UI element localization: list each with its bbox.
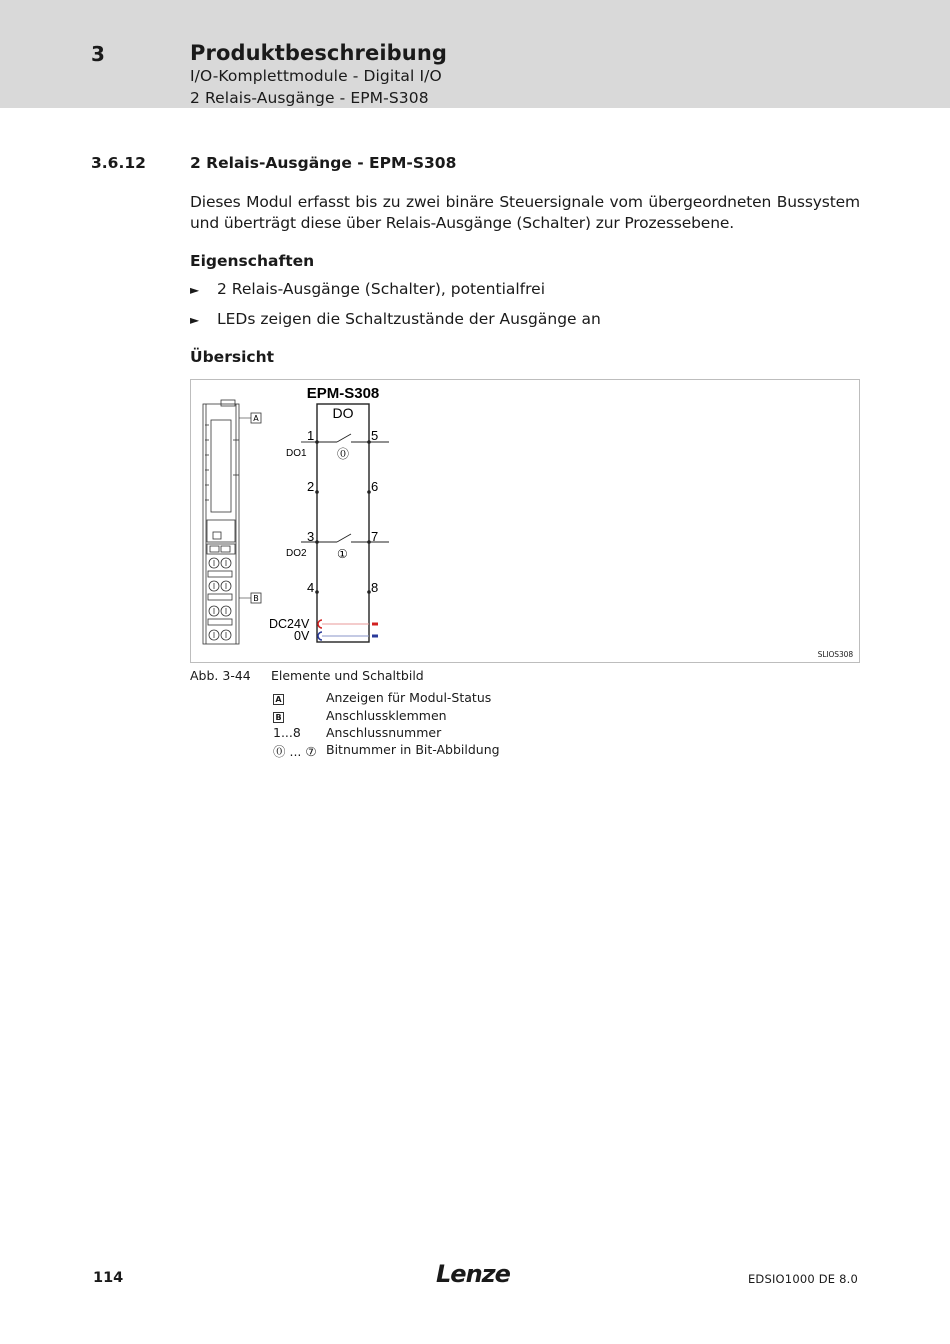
section-number: 3.6.12 (91, 154, 146, 172)
pin-label: 4 (307, 580, 315, 595)
do-block-label: DO (332, 405, 354, 421)
legend-key (273, 690, 284, 705)
bullet-arrow-icon: ► (190, 313, 200, 327)
legend-key (273, 708, 284, 723)
lenze-logo: Lenze (436, 1260, 510, 1288)
figure-overview (190, 379, 860, 663)
chapter-number: 3 (91, 42, 106, 66)
supply-label-0v: 0V (294, 629, 310, 643)
module-name-label: EPM-S308 (306, 385, 380, 402)
legend-boxed-key: A (273, 694, 284, 705)
supply-positive-terminal (318, 620, 322, 628)
pin-label: 1 (307, 428, 315, 443)
legend-key: ⓪ ... ⑦ (273, 744, 317, 759)
caption-text: Elemente und Schaltbild (271, 668, 424, 683)
bit-number: ⓪ (337, 447, 350, 461)
legend-value: Anschlussklemmen (326, 708, 447, 723)
overview-heading: Übersicht (190, 348, 275, 366)
callout-a-label: A (253, 414, 259, 423)
chapter-subtitle-2: 2 Relais-Ausgänge - EPM-S308 (190, 89, 429, 107)
header-band (0, 0, 950, 108)
pin-label: 8 (371, 580, 379, 595)
callout-b-label: B (253, 594, 259, 603)
bullet-arrow-icon: ► (190, 283, 200, 297)
legend-key: 1...8 (273, 725, 301, 740)
properties-heading: Eigenschaften (190, 252, 315, 270)
legend-value: Anschlussnummer (326, 725, 442, 740)
bullet-item (190, 310, 601, 328)
figure-id: SLIOS308 (817, 650, 853, 659)
channel-label-do1: DO1 (286, 448, 307, 459)
pin-label: 6 (371, 479, 379, 494)
chapter-title: Produktbeschreibung (190, 41, 447, 65)
channel-label-do2: DO2 (286, 548, 307, 559)
do-block (317, 404, 369, 642)
supply-label-dc24v: DC24V (269, 617, 310, 631)
supply-negative-terminal (318, 632, 322, 640)
pin-label: 2 (307, 479, 315, 494)
legend-boxed-key: B (273, 712, 284, 723)
pin-label: 7 (371, 529, 379, 544)
document-code: EDSIO1000 DE 8.0 (747, 1272, 858, 1286)
bullet-text: LEDs zeigen die Schaltzustände der Ausgänge an (217, 310, 601, 328)
section-title: 2 Relais-Ausgänge - EPM-S308 (190, 154, 457, 172)
pin-label: 3 (307, 529, 315, 544)
intro-paragraph: Dieses Modul erfasst bis zu zwei binäre Steuersignale vom übergeordneten Bussystem und überträgt diese über Relais-Ausgänge (Schalter) zur Prozessebene. (190, 193, 860, 232)
bit-number: ① (337, 547, 348, 561)
caption-number: Abb. 3-44 (190, 668, 251, 683)
chapter-subtitle-1: I/O-Komplettmodule - Digital I/O (190, 67, 442, 85)
module-housing (203, 400, 239, 644)
bullet-item (190, 280, 545, 298)
page-number: 114 (93, 1270, 124, 1286)
bullet-text: 2 Relais-Ausgänge (Schalter), potentialfrei (217, 280, 546, 298)
legend-value: Bitnummer in Bit-Abbildung (326, 742, 500, 757)
wiring-diagram (191, 380, 859, 662)
legend-value: Anzeigen für Modul-Status (326, 690, 492, 705)
pin-label: 5 (371, 428, 379, 443)
led-panel (211, 420, 231, 512)
